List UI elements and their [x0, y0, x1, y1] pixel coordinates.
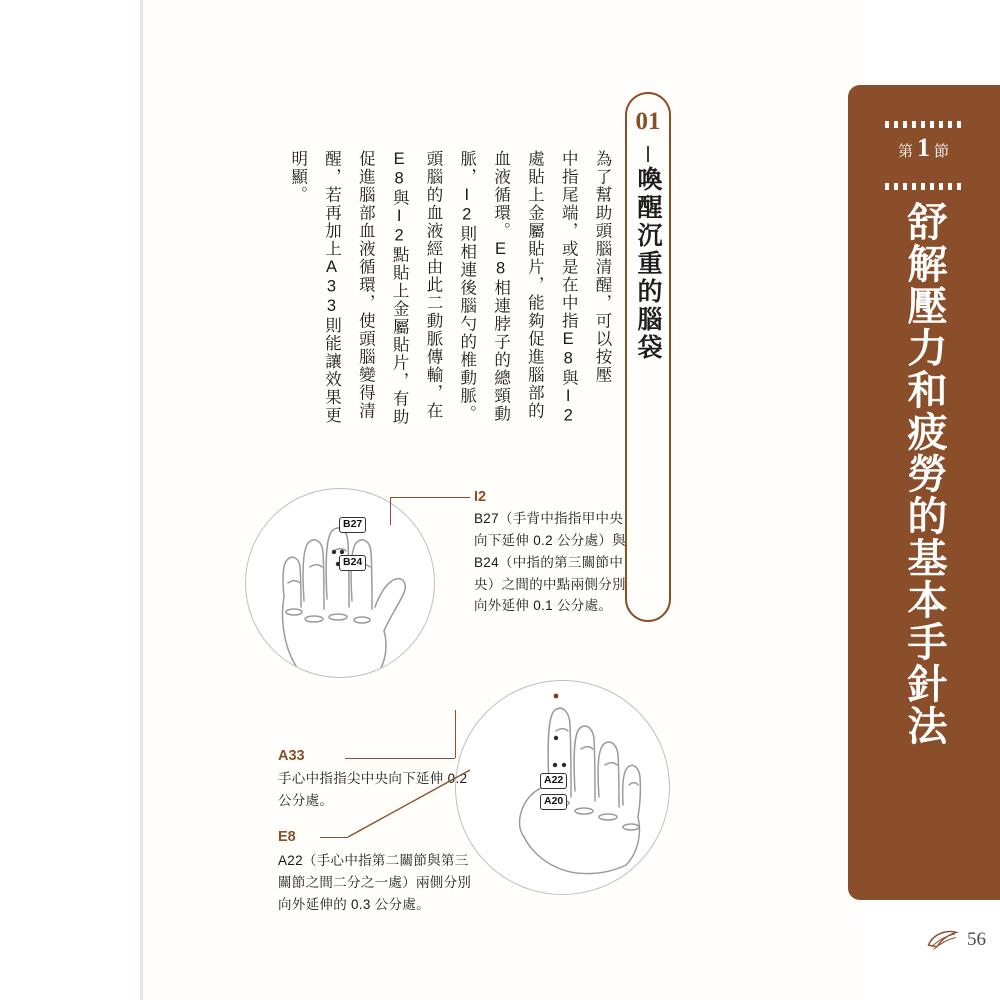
body-column: 明顯。: [288, 150, 307, 204]
section-item-title: 喚醒沉重的腦袋: [634, 166, 662, 362]
leader-line-a33-vertical: [455, 710, 456, 758]
callout-title-e8: E8: [278, 829, 296, 845]
callout-title-a33: A33: [278, 748, 305, 764]
section-item-number: 01: [635, 108, 661, 135]
leader-line-a33: [345, 758, 455, 759]
section-prefix: 第: [897, 143, 914, 160]
leader-line-i2-vertical: [390, 497, 391, 525]
point-label-a22: A22: [540, 773, 567, 789]
body-column: 中指尾端，或是在中指E8與I2: [559, 150, 578, 426]
body-column: 處貼上金屬貼片，能夠促進腦部的: [525, 150, 544, 420]
section-suffix: 節: [934, 143, 951, 160]
back-of-hand-illustration: [245, 488, 435, 678]
band-decoration-bottom-icon: [885, 183, 963, 190]
chapter-band: [848, 85, 1000, 900]
callout-text-e8: A22（手心中指第二關節與第三關節之間二分之一處）兩側分別向外延伸的 0.3 公分處。: [278, 853, 472, 912]
pill-divider: [647, 146, 649, 162]
pill-title-wrap: [627, 166, 669, 362]
point-label-a20: A20: [540, 794, 567, 810]
chapter-title-wrap: [848, 201, 1000, 891]
leader-line-e8: [320, 837, 348, 838]
chapter-title: 舒解壓力和疲勞的基本手針法: [902, 201, 946, 747]
point-label-b27: B27: [339, 517, 366, 533]
body-column: 為了幫助頭腦清醒，可以按壓: [593, 150, 611, 384]
callout-text-a33: 手心中指指尖中央向下延伸 0.2 公分處。: [278, 771, 468, 808]
page-edge: [140, 0, 143, 1000]
body-column: 頭腦的血液經由此二動脈傳輸，在: [423, 150, 442, 420]
folio: [925, 928, 986, 952]
point-label-b24: B24: [339, 555, 366, 571]
body-column: 醒，若再加上A33則能讓效果更: [322, 150, 341, 425]
leaf-icon: [925, 928, 959, 952]
callout-text-i2: B27（手背中指指甲中央向下延伸 0.2 公分處）與B24（中指的第三關節中央）之間的中點兩側分別向外延伸 0.1 公分處。: [474, 511, 626, 614]
leader-line-i2: [390, 497, 470, 498]
body-column: 血液循環。E8相連脖子的總頸動: [491, 150, 510, 423]
page-number: 56: [967, 929, 986, 950]
section-title-pill: [625, 92, 671, 622]
section-marker: [898, 135, 950, 161]
callout-title-i2: I2: [474, 489, 487, 505]
palm-of-hand-illustration: [455, 680, 670, 895]
body-column: 促進腦部血液循環，使頭腦變得清: [356, 150, 375, 420]
body-text: [248, 150, 618, 480]
body-column: 脈，I2則相連後腦勺的椎動脈。: [457, 150, 476, 423]
band-decoration-top-icon: [885, 121, 963, 128]
section-number: 1: [917, 133, 931, 162]
body-column: E8與I2點貼上金屬貼片，有助: [390, 150, 409, 426]
